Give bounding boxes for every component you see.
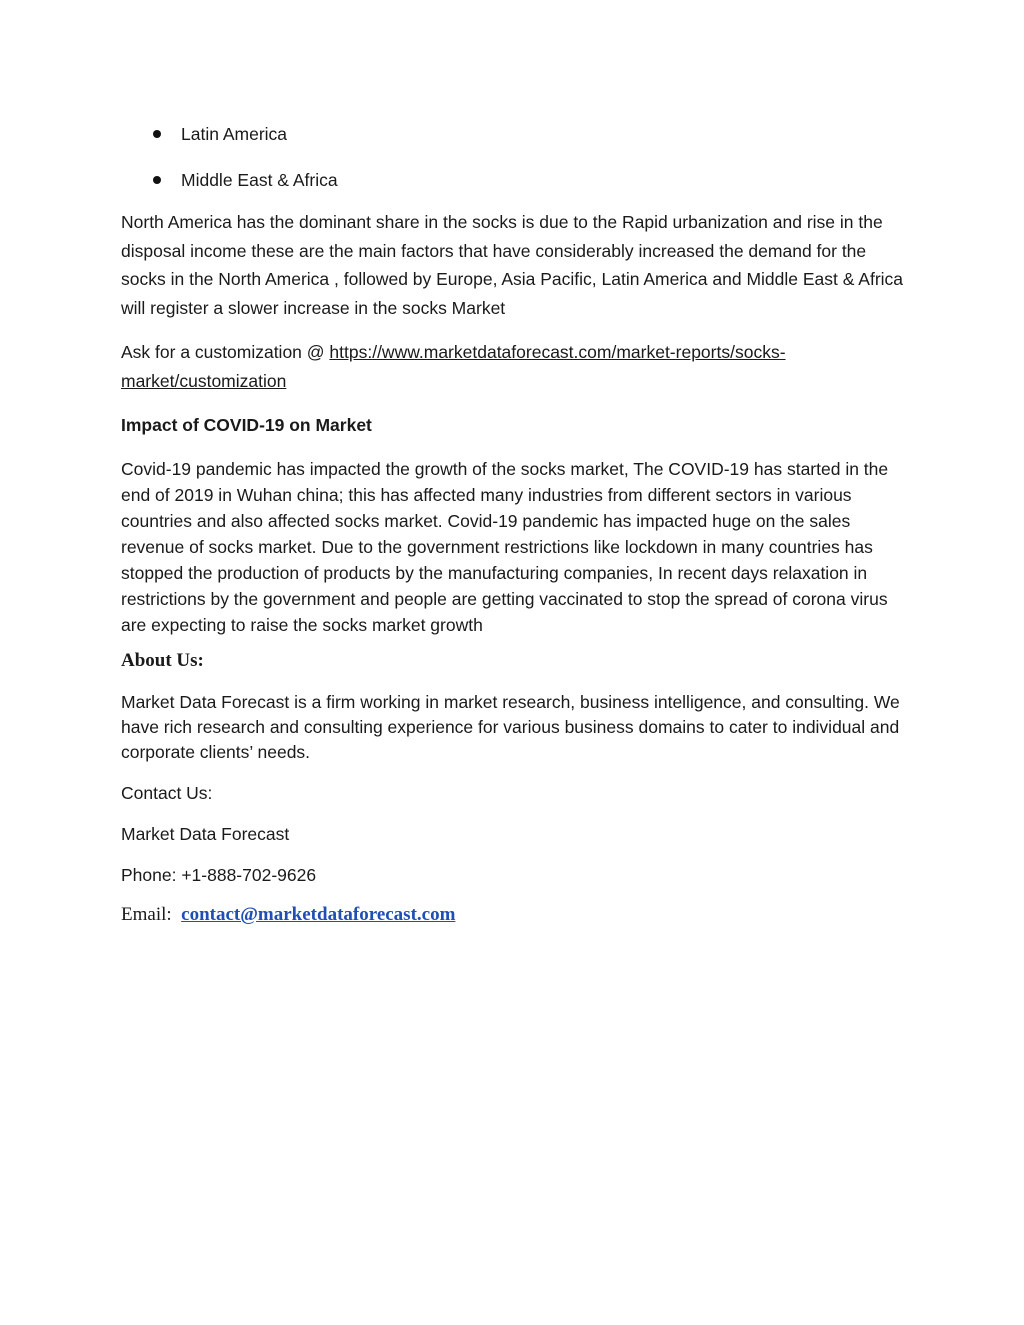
bullet-item-text: Latin America xyxy=(181,124,288,144)
bullet-item xyxy=(121,166,911,194)
contact-label: Contact Us: xyxy=(121,783,213,803)
region-paragraph: North America has the dominant share in the socks is due to the Rapid urbanization and rise in the disposal income these are the main factors that have considerably increased the demand for the socks in the North America , followed by Europe, Asia Pacific, Latin America and Middle East & Africa will register a slower increase in the socks Market xyxy=(121,212,904,318)
customization-link[interactable]: https://www.marketdataforecast.com/market-reports/socks-market/customization xyxy=(121,342,786,391)
bullet-item xyxy=(121,120,911,148)
email-label: Email: xyxy=(121,904,182,925)
email-link[interactable]: contact@marketdataforecast.com xyxy=(181,904,456,925)
customization-prefix: Ask for a customization @ xyxy=(121,342,330,362)
contact-company: Market Data Forecast xyxy=(121,824,290,844)
contact-email-line xyxy=(121,902,911,928)
bullet-dot-icon xyxy=(153,130,161,138)
bullet-dot-icon xyxy=(153,176,161,184)
about-heading: About Us: xyxy=(121,650,204,671)
page-content xyxy=(121,120,911,928)
contact-phone: Phone: +1-888-702-9626 xyxy=(121,865,317,885)
region-bullet-list xyxy=(121,120,911,194)
about-paragraph: Market Data Forecast is a firm working in market research, business intelligence, and consulting. We have rich research and consulting experience for various business domains to cater to individual and corporate clients’ needs. xyxy=(121,692,900,762)
covid-paragraph: Covid-19 pandemic has impacted the growth of the socks market, The COVID-19 has started in the end of 2019 in Wuhan china; this has affected many industries from different sectors in various countries and also affected socks market. Covid-19 pandemic has impacted huge on the sales revenue of socks market. Due to the government restrictions like lockdown in many countries has stopped the production of products by the manufacturing companies, In recent days relaxation in restrictions by the government and people are getting vaccinated to stop the spread of corona virus are expecting to raise the socks market growth xyxy=(121,459,889,635)
customization-line xyxy=(121,338,911,395)
bullet-item-text: Middle East & Africa xyxy=(181,170,338,190)
covid-heading: Impact of COVID-19 on Market xyxy=(121,415,372,435)
